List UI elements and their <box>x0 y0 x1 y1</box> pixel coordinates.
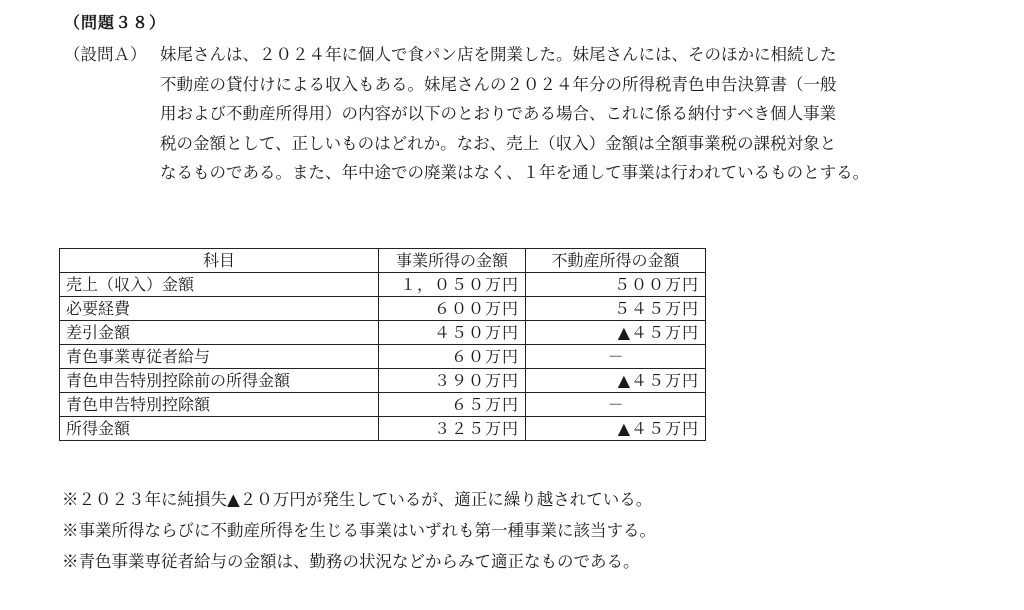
question-line: なるものである。また、年中途での廃業はなく、１年を通して事業は行われているものとする。 <box>160 163 870 182</box>
question-line: 妹尾さんは、２０２４年に個人で食パン店を開業した。妹尾さんには、そのほかに相続した <box>160 45 837 64</box>
row-business-value: ６００万円 <box>379 297 526 321</box>
row-item: 売上（収入）金額 <box>60 273 379 297</box>
row-business-value: １，０５０万円 <box>379 273 526 297</box>
row-item: 差引金額 <box>60 321 379 345</box>
row-business-value: ３９０万円 <box>379 369 526 393</box>
question-label: （設問Ａ） <box>64 45 147 64</box>
notes-block <box>62 484 656 577</box>
table-row <box>60 345 706 369</box>
table-row <box>60 369 706 393</box>
row-item: 必要経費 <box>60 297 379 321</box>
question-line: 用および不動産所得用）の内容が以下のとおりである場合、これに係る納付すべき個人事業 <box>160 104 837 123</box>
table-row <box>60 321 706 345</box>
row-item: 青色事業専従者給与 <box>60 345 379 369</box>
note-loss-carryforward: ※２０２３年に純損失▲２０万円が発生しているが、適正に繰り越されている。 <box>62 490 653 509</box>
row-business-value: ４５０万円 <box>379 321 526 345</box>
row-real-estate-value: ▲４５万円 <box>526 321 706 345</box>
table-row <box>60 393 706 417</box>
row-business-value: ３２５万円 <box>379 417 526 441</box>
table-row <box>60 297 706 321</box>
table-header-row <box>60 249 706 273</box>
header-business-income: 事業所得の金額 <box>379 249 526 273</box>
question-line: 不動産の貸付けによる収入もある。妹尾さんの２０２４年分の所得税青色申告決算書（一般 <box>160 74 837 94</box>
row-item: 青色申告特別控除額 <box>60 393 379 417</box>
problem-heading: （問題３８） <box>64 13 167 32</box>
row-business-value: ６５万円 <box>379 393 526 417</box>
row-real-estate-value: ▲４５万円 <box>526 369 706 393</box>
row-real-estate-value: ５４５万円 <box>526 297 706 321</box>
note-salary: ※青色事業専従者給与の金額は、勤務の状況などからみて適正なものである。 <box>62 552 640 571</box>
question-text <box>160 40 994 188</box>
table-row <box>60 417 706 441</box>
row-real-estate-value: ５００万円 <box>526 273 706 297</box>
row-real-estate-value: － <box>526 345 706 369</box>
row-real-estate-value: ▲４５万円 <box>526 417 706 441</box>
row-item: 青色申告特別控除前の所得金額 <box>60 369 379 393</box>
row-item: 所得金額 <box>60 417 379 441</box>
header-item: 科目 <box>60 249 379 273</box>
row-business-value: ６０万円 <box>379 345 526 369</box>
table-row <box>60 273 706 297</box>
header-real-estate-income: 不動産所得の金額 <box>526 249 706 273</box>
income-table <box>59 248 706 441</box>
question-line: 税の金額として、正しいものはどれか。なお、売上（収入）金額は全額事業税の課税対象と <box>160 133 837 153</box>
note-business-class: ※事業所得ならびに不動産所得を生じる事業はいずれも第一種事業に該当する。 <box>62 521 656 540</box>
question-block <box>64 40 994 188</box>
row-real-estate-value: － <box>526 393 706 417</box>
